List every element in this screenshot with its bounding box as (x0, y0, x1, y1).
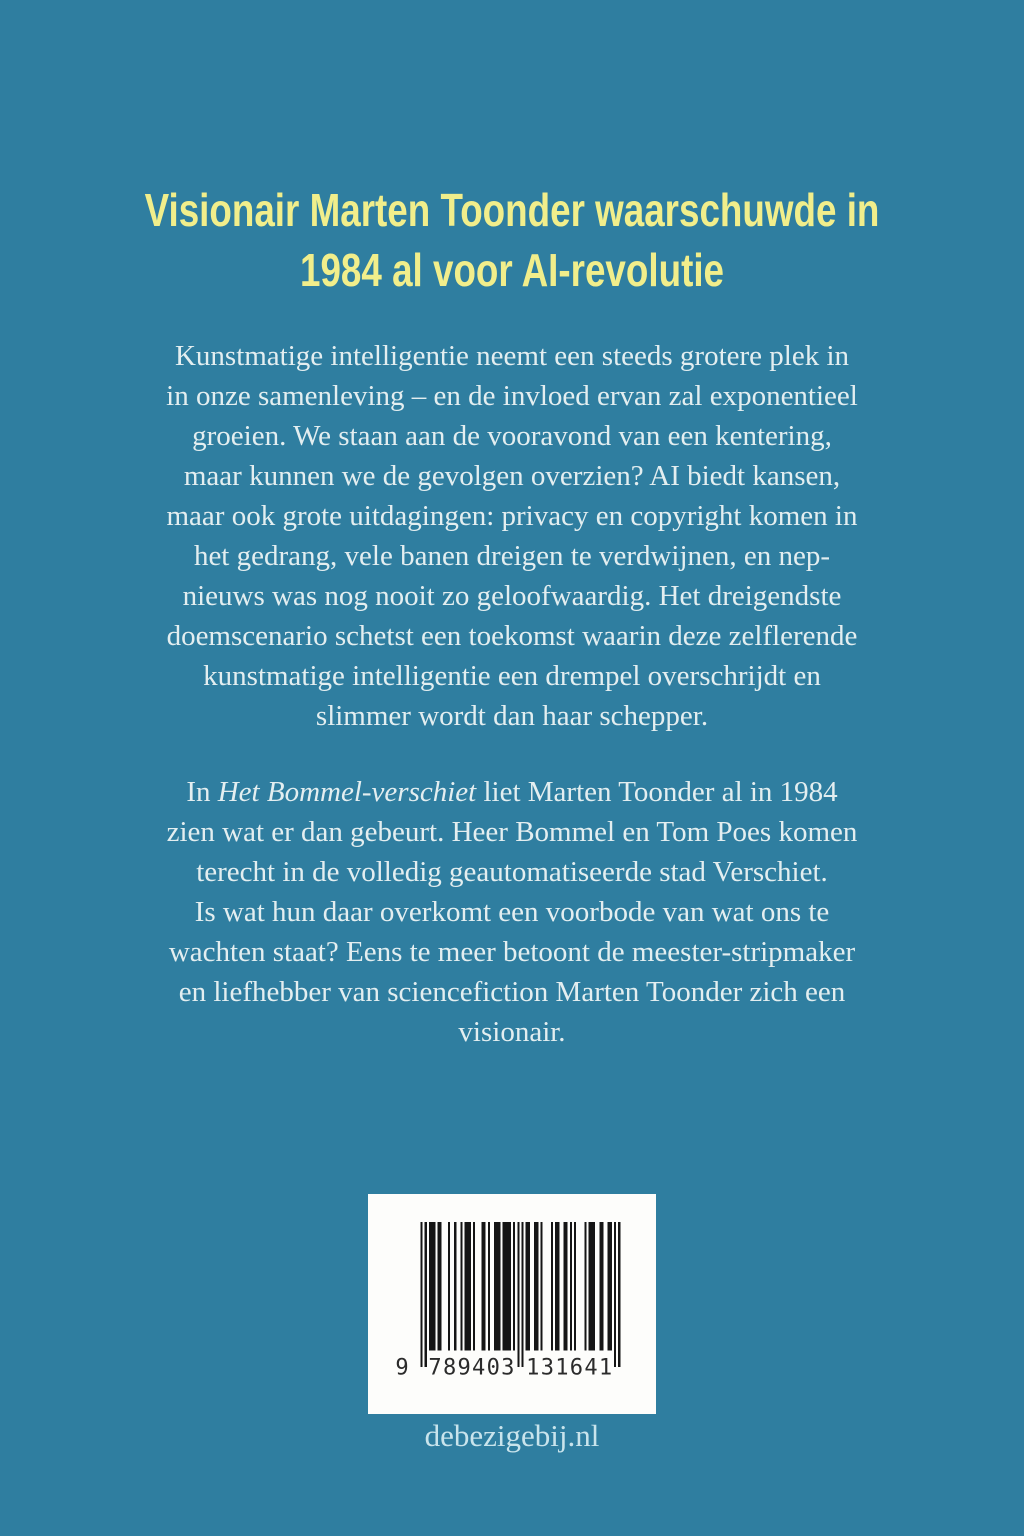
book-title-italic: Het Bommel-verschiet (217, 776, 477, 808)
svg-text:131641: 131641 (526, 1355, 614, 1381)
ean-barcode (393, 1222, 631, 1386)
blurb-line: kunstmatige intelligentie een drempel overschrijdt en (203, 660, 821, 692)
blurb-line: wachten staat? Eens te meer betoont de meester-stripmaker (168, 936, 856, 968)
blurb-line: en liefhebber van sciencefiction Marten Toonder zich een (178, 976, 846, 1008)
headline-line-2: in 1984 al voor AI-revolutie (299, 184, 880, 296)
headline-line-1: Visionair Marten Toonder waarschuwde (144, 184, 837, 236)
blurb-line: Is wat hun daar overkomt een voorbode van wat ons te (194, 896, 830, 928)
publisher-website: debezigebij.nl (424, 1418, 600, 1453)
svg-text:9: 9 (395, 1355, 410, 1381)
blurb-line: visionair. (458, 1016, 566, 1048)
blurb-line (100, 772, 924, 812)
blurb-line: slimmer wordt dan haar schepper. (315, 700, 709, 732)
blurb-line: Kunstmatige intelligentie neemt een steeds grotere plek in (174, 340, 850, 372)
blurb-line: het gedrang, vele banen dreigen te verdwijnen, en nep- (193, 540, 831, 572)
svg-text:789403: 789403 (428, 1355, 516, 1381)
blurb-line: maar kunnen we de gevolgen overzien? AI biedt kansen, (183, 460, 841, 492)
blurb-line: in onze samenleving – en de invloed ervan zal exponentieel (166, 380, 858, 412)
blurb-paragraph-2 (100, 772, 924, 1052)
blurb-line: zien wat er dan gebeurt. Heer Bommel en Tom Poes komen (166, 816, 858, 848)
blurb-line: groeien. We staan aan de vooravond van een kentering, (192, 420, 832, 452)
blurb-line: terecht in de volledig geautomatiseerde stad Verschiet. (196, 856, 828, 888)
blurb-line-suffix: liet Marten Toonder al in 1984 (476, 776, 838, 808)
blurb-line: maar ook grote uitdagingen: privacy en copyright komen in (166, 500, 858, 532)
barcode-panel (368, 1194, 656, 1414)
blurb-paragraph-1 (100, 336, 924, 736)
headline (102, 180, 921, 300)
blurb-line-prefix: In (186, 776, 218, 808)
blurb-line: nieuws was nog nooit zo geloofwaardig. Het dreigendste (182, 580, 842, 612)
blurb-line: doemscenario schetst een toekomst waarin deze zelflerende (166, 620, 858, 652)
